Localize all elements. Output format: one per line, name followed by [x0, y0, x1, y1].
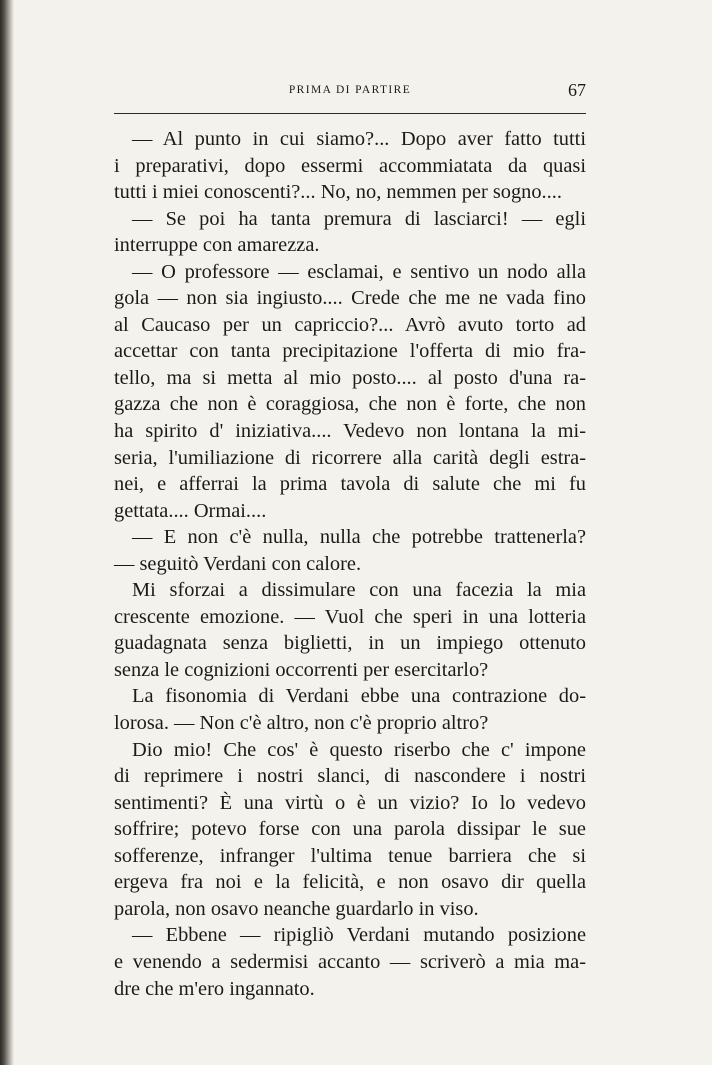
- text-line: sofferenze, infranger l'ultima tenue barriera che si: [114, 844, 586, 867]
- text-line: — Se poi ha tanta premura di lasciarci! — egli: [132, 207, 586, 230]
- text-line: nei, e afferrai la prima tavola di salute che mi fu: [114, 473, 586, 496]
- text-line: Dio mio! Che cos' è questo riserbo che c' impone: [132, 738, 586, 761]
- text-line: guadagnata senza biglietti, in un impiego ottenuto: [114, 632, 586, 655]
- text-line: gazza che non è coraggiosa, che non è forte, che non: [114, 393, 586, 416]
- text-line: tutti i miei conoscenti?... No, no, nemmen per sogno....: [114, 181, 562, 204]
- text-line: di reprimere i nostri slanci, di nascondere i nostri: [114, 765, 586, 788]
- text-line: — E non c'è nulla, nulla che potrebbe trattenerla?: [132, 526, 586, 549]
- header-rule: [114, 113, 586, 114]
- text-line: — Al punto in cui siamo?... Dopo aver fatto tutti: [132, 128, 586, 150]
- text-line: interruppe con amarezza.: [114, 234, 320, 257]
- text-line: gola — non sia ingiusto.... Crede che me ne vada fino: [114, 287, 586, 310]
- text-line: La fisonomia di Verdani ebbe una contrazione do-: [132, 685, 586, 708]
- text-line: al Caucaso per un capriccio?... Avrò avuto torto ad: [114, 313, 586, 336]
- text-line: — Ebbene — ripigliò Verdani mutando posizione: [132, 924, 586, 947]
- text-line: parola, non osavo neanche guardarlo in viso.: [114, 897, 479, 920]
- text-line: accettar con tanta precipitazione l'offerta di mio fra-: [114, 340, 586, 363]
- page-number: 67: [568, 80, 586, 100]
- text-line: ergeva fra noi e la felicità, e non osavo dir quella: [114, 871, 586, 894]
- running-head: [114, 80, 586, 102]
- text-line: — O professore — esclamai, e sentivo un nodo alla: [132, 260, 586, 283]
- text-line: sentimenti? È una virtù o è un vizio? Io lo vedevo: [114, 791, 586, 814]
- running-title: PRIMA DI PARTIRE: [288, 84, 412, 96]
- text-line: ha spirito d' iniziativa.... Vedevo non lontana la mi-: [114, 420, 586, 443]
- text-line: e venendo a sedermisi accanto — scriverò a mia ma-: [114, 950, 586, 973]
- binding-edge: [0, 0, 14, 1065]
- text-line: dre che m'ero ingannato.: [114, 977, 315, 1000]
- text-line: lorosa. — Non c'è altro, non c'è proprio altro?: [114, 712, 489, 735]
- text-line: soffrire; potevo forse con una parola dissipar le sue: [114, 818, 586, 841]
- text-line: seria, l'umiliazione di ricorrere alla carità degli estra-: [114, 446, 586, 469]
- text-line: tello, ma si metta al mio posto.... al posto d'una ra-: [114, 366, 586, 389]
- text-line: i preparativi, dopo essermi accommiatata da quasi: [114, 154, 586, 177]
- text-line: Mi sforzai a dissimulare con una facezia la mia: [132, 579, 586, 602]
- body-text: [114, 126, 586, 1002]
- text-line: senza le cognizioni occorrenti per esercitarlo?: [114, 658, 489, 681]
- text-line: crescente emozione. — Vuol che speri in una lotteria: [114, 605, 586, 628]
- text-line: — seguitò Verdani con calore.: [114, 552, 362, 575]
- text-line: gettata.... Ormai....: [114, 499, 267, 522]
